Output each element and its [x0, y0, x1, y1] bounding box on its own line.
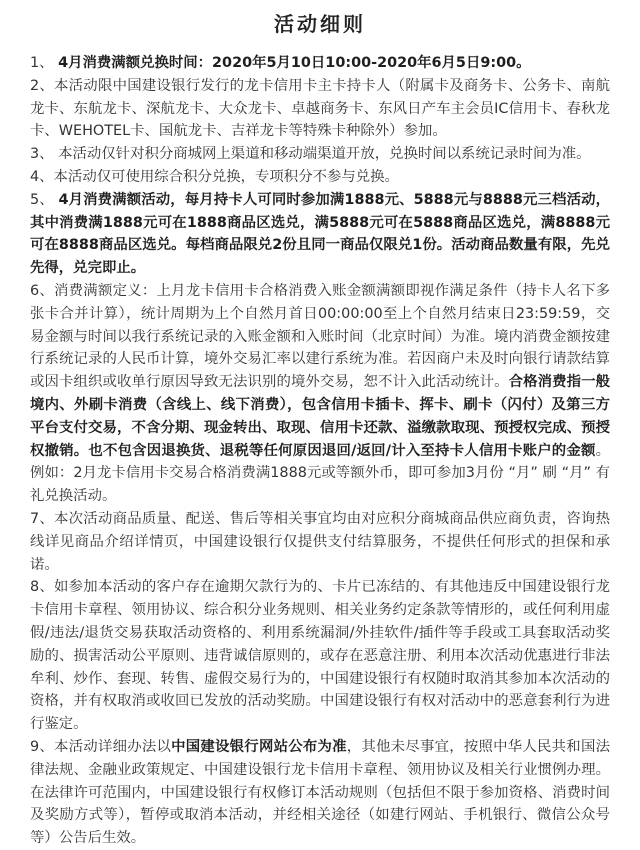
rule-text: 9、本活动详细办法以: [30, 738, 172, 755]
rule-text-bold: 合格消费指一般境内、外刷卡消费（含线上、线下消费），包含信用卡插卡、挥卡、刷卡（闪付）及第三方平台支付交易，不含分期、现金转出、取现、信用卡还款、溢缴款取现、预授权完成、预授权撤销。也不包含因退换货、退税等任何原因退回/返回/计入至持卡人信用卡账户的金额: [30, 374, 610, 459]
rule-item-2: [30, 75, 610, 143]
rule-item-5: [30, 189, 610, 280]
rule-item-3: [30, 143, 610, 166]
rule-text-bold: 中国建设银行网站公布为准: [171, 738, 347, 755]
page-title: 活动细则: [274, 12, 366, 36]
rule-text: 6、消费满额定义：上月龙卡信用卡合格消费入账金额满额即视作满足条件（持卡人名下多张卡合并计算），统计周期为上个自然月首日00:00:00至上个自然月结束日23:59:59，交易金额与时间以我行系统记录的入账金额和入账时间（北京时间）为准。境内消费金额按建行系统记录的人民币计算，境外交易汇率以建行系统为准。若因商户未及时向银行请款结算或因卡组织或收单行原因导致无法识别的境外交易，恕不计入此活动统计。: [30, 282, 610, 391]
rule-text: 1、: [30, 55, 59, 71]
rule-text: 3、 本活动仅针对积分商城网上渠道和移动端渠道开放，兑换时间以系统记录时间为准。: [30, 146, 591, 163]
rule-item-8: [30, 576, 610, 736]
rule-text-bold: 4月消费满额兑换时间：2020年5月10日10:00-2020年6月5日9:00。: [58, 55, 531, 71]
rule-item-9: [30, 736, 610, 850]
rule-item-1: [30, 52, 610, 75]
rule-item-4: [30, 166, 610, 189]
rule-text: 5、: [30, 191, 59, 208]
rule-text: 8、如参加本活动的客户存在逾期欠款行为的、卡片已冻结的、有其他违反中国建设银行龙卡信用卡章程、领用协议、综合积分业务规则、相关业务约定条款等情形的，或任何利用虚假/违法/退货交易获取活动资格的、利用系统漏洞/外挂软件/插件等手段或工具套取活动奖励的、损害活动公平原则、违背诚信原则的，或存在恶意注册、利用本次活动优惠进行非法牟利、炒作、套现、转售、虚假交易行为的，中国建设银行有权随时取消其参加本次活动的资格，并有权取消或收回已发放的活动奖励。中国建设银行有权对活动中的恶意套利行为进行鉴定。: [30, 579, 610, 733]
rule-text-bold: 4月消费满额活动，每月持卡人可同时参加满1888元、5888元与8888元三档活动，其中消费满1888元可在1888商品区选兑，满5888元可在5888商品区选兑，满8888元可在8888商品区选兑。每档商品限兑2份且同一商品仅限兑1份。活动商品数量有限，先兑先得，兑完即止。: [30, 191, 610, 277]
rule-text: 。例如：2月龙卡信用卡交易合格消费满1888元或等额外币，即可参加3月份 “月” 刷 “月” 有礼兑换活动。: [30, 442, 610, 505]
rule-text: 7、本次活动商品质量、配送、售后等相关事宜均由对应积分商城商品供应商负责，咨询热线详见商品介绍详情页，中国建设银行仅提供支付结算服务，不提供任何形式的担保和承诺。: [30, 510, 610, 573]
rule-text: 4、本活动仅可使用综合积分兑换，专项积分不参与兑换。: [30, 168, 399, 185]
rule-item-7: [30, 508, 610, 576]
rule-item-6: [30, 280, 610, 508]
rule-text: 2、本活动限中国建设银行发行的龙卡信用卡主卡持卡人（附属卡及商务卡、公务卡、南航龙卡、东航龙卡、深航龙卡、大众龙卡、卓越商务卡、东风日产车主会员IC信用卡、春秋龙卡、WEHOTEL卡、国航龙卡、吉祥龙卡等特殊卡种除外）参加。: [30, 77, 610, 140]
rule-text: ，其他未尽事宜，按照中华人民共和国法律法规、金融业政策规定、中国建设银行龙卡信用卡章程、领用协议及相关行业惯例办理。在法律许可范围内，中国建设银行有权修订本活动规则（包括但不限于参加资格、消费时间及奖励方式等），暂停或取消本活动，并经相关途径（如建行网站、手机银行、微信公众号等）公告后生效。: [30, 738, 610, 847]
rules-list: [30, 52, 610, 850]
